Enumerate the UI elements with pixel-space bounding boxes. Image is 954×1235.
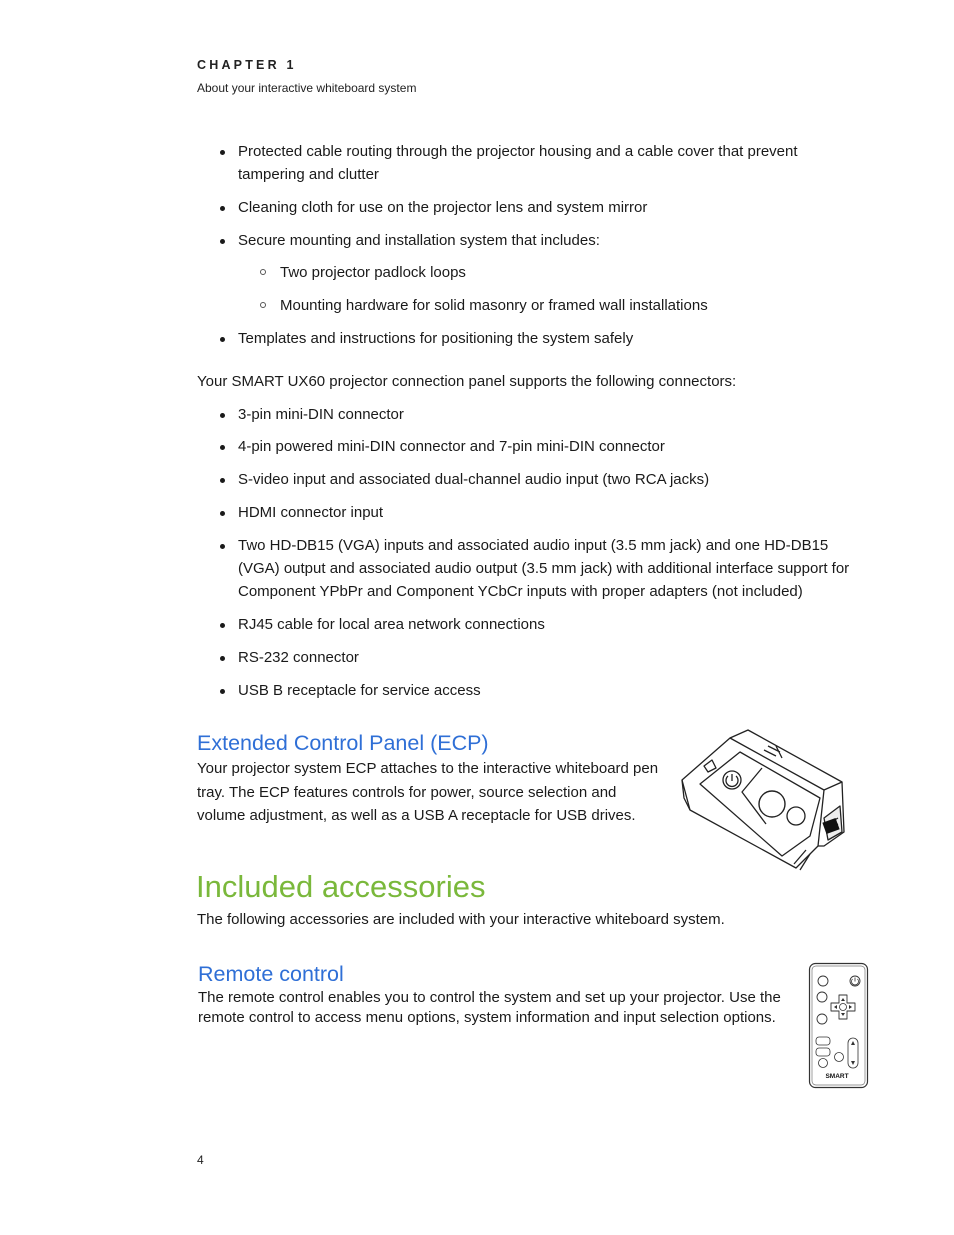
chapter-label: CHAPTER 1 [197, 58, 297, 72]
connector-text: 3-pin mini-DIN connector [238, 406, 404, 423]
connector-item [222, 435, 862, 458]
connector-text: RS-232 connector [238, 649, 359, 666]
chapter-subtitle: About your interactive whiteboard system [197, 81, 417, 95]
accessories-body: The following accessories are included with your interactive whiteboard system. [197, 911, 725, 928]
connector-text: HDMI connector input [238, 504, 384, 521]
ecp-illustration [678, 728, 850, 876]
connector-item [222, 468, 862, 491]
connector-item [222, 646, 862, 669]
list-item-text: Cleaning cloth for use on the projector lens and system mirror [238, 199, 648, 216]
remote-brand-logo: SMART [825, 1073, 849, 1080]
ecp-body: Your projector system ECP attaches to the interactive whiteboard pen tray. The ECP features controls for power, source selection and volume adjustment, as well as a USB A receptacle for USB drives. [197, 760, 659, 824]
remote-control-illustration [808, 962, 870, 1090]
remote-body: The remote control enables you to control the system and set up your projector. Use the remote control to access menu options, system information and input selection options. [198, 989, 781, 1026]
list-item [222, 229, 862, 252]
sub-list-item-text: Mounting hardware for solid masonry or framed wall installations [280, 297, 708, 314]
connector-item [222, 534, 854, 603]
page-number: 4 [197, 1153, 204, 1167]
connector-text: USB B receptacle for service access [238, 682, 481, 699]
sub-list-item-text: Two projector padlock loops [280, 264, 466, 281]
connectors-intro: Your SMART UX60 projector connection panel supports the following connectors: [197, 373, 737, 390]
list-item-text: Protected cable routing through the projector housing and a cable cover that prevent tampering and clutter [238, 143, 798, 183]
list-item [222, 327, 862, 350]
list-item-text: Templates and instructions for positioning the system safely [238, 330, 634, 347]
list-item [222, 196, 862, 219]
sub-list-item [260, 261, 860, 284]
remote-heading: Remote control [198, 962, 344, 986]
connector-text: RJ45 cable for local area network connections [238, 616, 545, 633]
list-item-text: Secure mounting and installation system that includes: [238, 232, 600, 249]
connector-item [222, 679, 862, 702]
list-item [222, 140, 862, 186]
accessories-heading: Included accessories [196, 869, 486, 904]
connector-item [222, 403, 862, 426]
connector-item [222, 613, 862, 636]
connector-text: Two HD-DB15 (VGA) inputs and associated audio input (3.5 mm jack) and one HD-DB15 (VGA) output and associated audio output (3.5 mm jack) with additional interface support for Component YPbPr and Component YCbCr inputs with proper adapters (not included) [238, 537, 850, 600]
connector-item [222, 501, 862, 524]
ecp-heading: Extended Control Panel (ECP) [197, 731, 489, 755]
connector-text: S-video input and associated dual-channel audio input (two RCA jacks) [238, 471, 710, 488]
sub-list-item [260, 294, 860, 317]
connector-text: 4-pin powered mini-DIN connector and 7-pin mini-DIN connector [238, 438, 665, 455]
